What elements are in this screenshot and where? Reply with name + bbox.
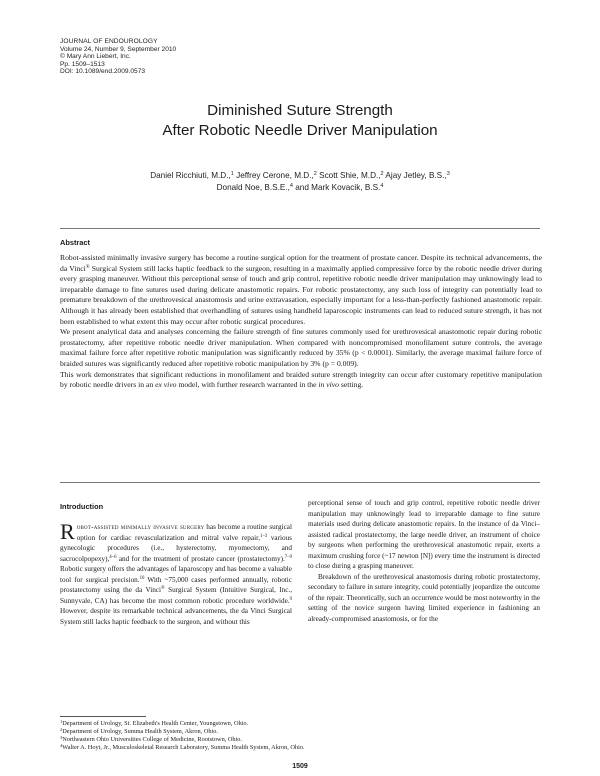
intro-paragraph-1-continued: perceptional sense of touch and grip control, repetitive robotic needle driver manipulation may unknowingly lead to irreparable damage to fine suture materials used during delicate anastomotic repairs. In the instance of da Vinci–assisted radical prostatectomy, the large needle driver, an instrument of choice by surgeons when performing the urethrovesical anastomotic repair, exerts a maximum crushing force (~17 newton [N]) every time the instrument is directed to close during a grasping maneuver.: [308, 499, 540, 571]
citation: 10: [139, 575, 145, 581]
intro-text: Surgical System (Intuitive Surgical, Inc., Sunnyvale, CA) has become the most common robotic procedure worldwide.: [60, 586, 293, 605]
drop-cap: R: [60, 519, 75, 544]
footnote-rule: [60, 716, 146, 717]
abstract-top-rule: [60, 228, 540, 229]
journal-name: JOURNAL OF ENDOUROLOGY: [60, 38, 158, 45]
intro-text: With ~75,000 cases performed annually, robotic prostatectomy using the da Vinci: [60, 575, 292, 595]
abstract-text: setting.: [339, 380, 364, 390]
journal-copyright: © Mary Ann Liebert, Inc.: [60, 53, 131, 61]
intro-text: various gynecologic procedures (i.e., hysterectomy, myomectomy, and sacrocolpopexy),: [60, 533, 292, 563]
author-name: Ajay Jetley, B.S.,: [383, 171, 447, 180]
intro-right-column: [308, 498, 540, 625]
abstract-paragraph-1: [60, 253, 542, 327]
abstract-text: Robot-assisted minimally invasive surgery has become a routine surgical option for the treatment of prostate cancer. Despite its technical advancements, the da Vinci: [60, 253, 542, 273]
intro-text: Robotic surgery offers the advantages of laparoscopy and has become a valuable tool for surgical precision.: [60, 565, 292, 584]
author-name: Jeffrey Cerone, M.D.,: [233, 171, 314, 180]
footnote-text: Northeastern Ohio Universities College of Medicine, Rootstown, Ohio.: [62, 736, 243, 743]
introduction-heading: Introduction: [60, 502, 104, 511]
abstract-italic: in vivo: [318, 380, 340, 390]
footnote-text: Department of Urology, Summa Health System, Akron, Ohio.: [62, 728, 219, 735]
title-line-1: Diminished Suture Strength: [207, 102, 393, 119]
citation: 9: [289, 596, 292, 602]
footnote: [60, 720, 540, 728]
citation: 7–9: [284, 554, 292, 560]
journal-volume: Volume 24, Number 9, September 2010: [60, 45, 177, 53]
intro-paragraph-2: Breakdown of the urethrovesical anastomosis during robotic prostatectomy, secondary to failure in suture integrity, could potentially jeopardize the outcome of the repair. Theoretically, such an occurrence would be most noteworthy in the setting of the novice surgeon having limited experience in fashioning an already-compromised anastomosis, or for the: [308, 572, 540, 624]
author-line-1: [0, 170, 600, 182]
affiliation-mark: 2: [380, 171, 384, 177]
title-line-2: After Robotic Needle Driver Manipulation: [162, 122, 438, 139]
citation: 4–6: [109, 554, 117, 560]
affiliation-mark: 4: [289, 183, 293, 189]
intro-text: and for the treatment of prostate cancer (prostatectomy).: [116, 554, 285, 563]
footnote-mark: 2: [60, 727, 63, 732]
author-name: Donald Noe, B.S.E.,: [216, 183, 290, 192]
author-name: and Mark Kovacik, B.S.: [292, 183, 381, 192]
footnote-mark: 3: [60, 735, 63, 740]
affiliation-mark: 4: [380, 183, 384, 189]
footnote-text: Department of Urology, St. Elizabeth's Health Center, Youngstown, Ohio.: [62, 720, 249, 727]
registered-mark: ®: [161, 586, 165, 592]
footnote-text: Walter A. Hoyt, Jr., Musculoskeletal Research Laboratory, Summa Health System, Akron, Ohio.: [62, 744, 305, 751]
footnote-mark: 4: [60, 743, 63, 748]
author-line-2: [0, 182, 600, 194]
author-name: Scott Shie, M.D.,: [316, 171, 381, 180]
affiliation-mark: 2: [313, 171, 317, 177]
abstract-body: [60, 253, 542, 391]
footnote: [60, 736, 540, 744]
abstract-paragraph-2: We present analytical data and analyses concerning the failure strength of fine sutures commonly used for urethrovesical anastomotic repair during robotic prostatectomy, after repetitive robotic needle driver manipulation. When compared with noncompromised monofilament suture controls, the average maximal failure force after repetitive robotic manipulation was significantly reduced by 35% (p < 0.0001). Similarly, the average maximal failure force of braided sutures was significantly reduced after repetitive robotic manipulation by 3% (p = 0.009).: [60, 327, 542, 368]
abstract-italic: ex vivo: [155, 380, 177, 390]
intro-text: has become a routine surgical option for cardiac revascularization and mitral valve repair,: [76, 523, 292, 542]
page-number: 1509: [292, 763, 308, 770]
author-name: Daniel Ricchiuti, M.D.,: [150, 171, 231, 180]
journal-pages: Pp. 1509–1513: [60, 60, 105, 68]
abstract-paragraph-3: [60, 370, 542, 391]
intro-left-column: [60, 519, 293, 627]
footnote-mark: 1: [60, 719, 63, 724]
affiliation-mark: 3: [446, 171, 450, 177]
citation: 1–3: [260, 533, 268, 539]
registered-mark: ®: [85, 264, 90, 270]
intro-paragraph-1: [60, 519, 293, 627]
abstract-heading: Abstract: [60, 238, 90, 247]
intro-smallcaps: obot-assisted minimally invasive surgery: [76, 523, 205, 531]
abstract-text: Surgical System still lacks haptic feedback to the surgeon, resulting in a maximally applied compressive force by the robotic needle driver during every grasping maneuver. Without this perceptional sense of touch and grip control, repetitive robotic needle driver manipulation may unknowingly lead to irreparable damage to fine sutures used during delicate anastomotic repairs. For robotic prostatectomy, any such loss of integrity can potentially lead to premature breakdown of the urethrovesical anastomosis and urine extravasation, especially important for a less-than-perfectly fashioned anastomotic repair. Although it has already been established that overhandling of sutures using handheld laparoscopic instruments can lead to reduced suture strength, it has not been established to what extent this may occur after robotic surgical procedures.: [60, 263, 542, 326]
paper-title: [0, 101, 600, 141]
footnote: [60, 744, 540, 752]
footnote: [60, 728, 540, 736]
intro-text: However, despite its remarkable technical advancements, the da Vinci Surgical System still lacks haptic feedback to the surgeon, and without this: [60, 607, 292, 626]
journal-header: [60, 38, 176, 76]
abstract-text: This work demonstrates that significant reductions in monofilament and braided suture strength integrity can occur after customary repetitive manipulation by robotic needle drivers in an: [60, 369, 542, 390]
affiliation-footnotes: [60, 720, 540, 752]
affiliation-mark: 1: [230, 171, 234, 177]
journal-doi: DOI: 10.1089/end.2009.0573: [60, 68, 146, 76]
abstract-bottom-rule: [60, 482, 540, 483]
abstract-text: model, with further research warranted in the: [176, 380, 319, 390]
author-list: [0, 170, 600, 194]
